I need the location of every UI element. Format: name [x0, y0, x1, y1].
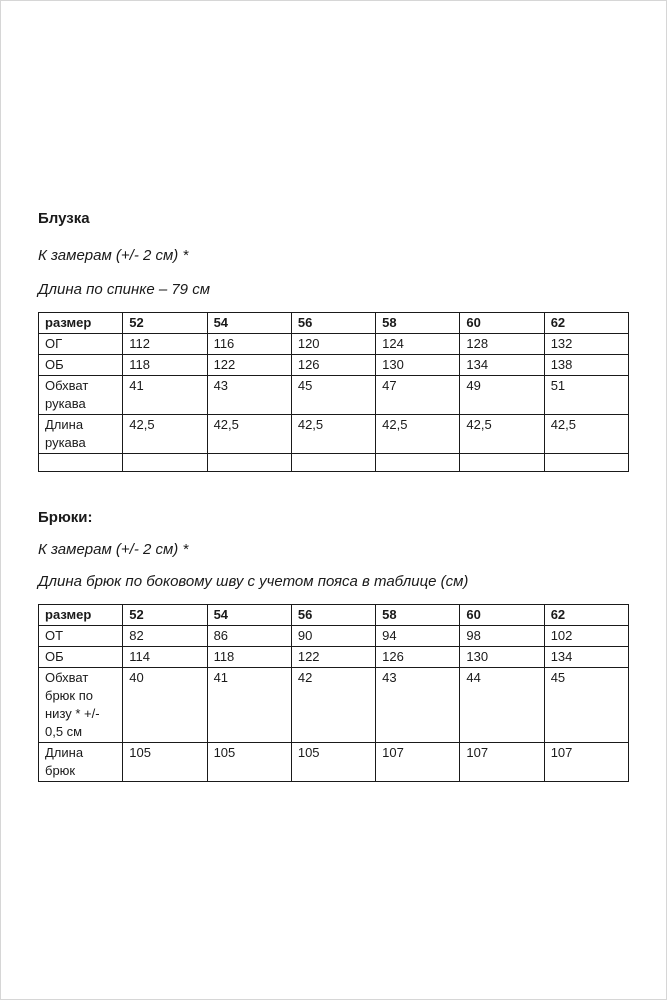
blouse-length-note: Длина по спинке – 79 см: [38, 281, 210, 298]
table-cell: 51: [544, 376, 628, 415]
table-cell: 122: [291, 647, 375, 668]
row-label-cell: ОБ: [39, 647, 123, 668]
table-row: [39, 454, 629, 472]
table-header-row: [39, 313, 629, 334]
table-cell: 47: [376, 376, 460, 415]
table-cell: [376, 454, 460, 472]
blouse-size-table: [38, 312, 629, 472]
table-cell: 134: [460, 355, 544, 376]
table-cell: 41: [123, 376, 207, 415]
trousers-title: Брюки:: [38, 509, 93, 526]
table-cell: 118: [123, 355, 207, 376]
table-header-row: [39, 605, 629, 626]
table-header-cell: 60: [460, 313, 544, 334]
table-cell: 105: [207, 743, 291, 782]
table-cell: 45: [291, 376, 375, 415]
table-header-cell: 62: [544, 605, 628, 626]
table-header-cell: 58: [376, 605, 460, 626]
table-row: [39, 668, 629, 743]
table-cell: [123, 454, 207, 472]
table-cell: 134: [544, 647, 628, 668]
table-cell: [291, 454, 375, 472]
table-header-cell: 54: [207, 313, 291, 334]
table-cell: 43: [376, 668, 460, 743]
table-row: [39, 355, 629, 376]
table-header-cell: 62: [544, 313, 628, 334]
table-cell: 102: [544, 626, 628, 647]
table-cell: 128: [460, 334, 544, 355]
table-cell: 126: [376, 647, 460, 668]
row-label-cell: Длина рукава: [39, 415, 123, 454]
row-label-cell: Обхват брюк по низу * +/- 0,5 см: [39, 668, 123, 743]
blouse-measure-note: К замерам (+/- 2 см) *: [38, 247, 189, 264]
table-row: [39, 743, 629, 782]
table-cell: 114: [123, 647, 207, 668]
table-cell: 42,5: [376, 415, 460, 454]
table-cell: 107: [460, 743, 544, 782]
blouse-title: Блузка: [38, 210, 90, 227]
table-cell: [207, 454, 291, 472]
row-label-cell: [39, 454, 123, 472]
table-row: [39, 647, 629, 668]
table-cell: 130: [460, 647, 544, 668]
table-header-cell: 60: [460, 605, 544, 626]
table-cell: 42,5: [207, 415, 291, 454]
table-cell: 94: [376, 626, 460, 647]
table-header-cell: 52: [123, 605, 207, 626]
trousers-length-note: Длина брюк по боковому шву с учетом пояса в таблице (см): [38, 573, 469, 590]
row-label-cell: ОГ: [39, 334, 123, 355]
table-cell: 105: [123, 743, 207, 782]
table-header-cell: 56: [291, 605, 375, 626]
table-cell: 42,5: [460, 415, 544, 454]
table-cell: 41: [207, 668, 291, 743]
table-row: [39, 334, 629, 355]
table-cell: 107: [376, 743, 460, 782]
table-cell: 43: [207, 376, 291, 415]
table-cell: 112: [123, 334, 207, 355]
trousers-size-table: [38, 604, 629, 782]
table-cell: 86: [207, 626, 291, 647]
row-label-cell: ОБ: [39, 355, 123, 376]
table-cell: 132: [544, 334, 628, 355]
table-cell: 118: [207, 647, 291, 668]
table-cell: 44: [460, 668, 544, 743]
table-cell: 42,5: [544, 415, 628, 454]
table-cell: 122: [207, 355, 291, 376]
table-header-cell: 54: [207, 605, 291, 626]
table-cell: 42,5: [123, 415, 207, 454]
table-cell: 120: [291, 334, 375, 355]
table-cell: 82: [123, 626, 207, 647]
table-cell: 105: [291, 743, 375, 782]
row-label-cell: Длина брюк: [39, 743, 123, 782]
table-cell: 116: [207, 334, 291, 355]
table-header-cell: размер: [39, 605, 123, 626]
table-header-cell: 52: [123, 313, 207, 334]
table-cell: 45: [544, 668, 628, 743]
table-header-cell: 58: [376, 313, 460, 334]
table-cell: 42,5: [291, 415, 375, 454]
table-header-cell: размер: [39, 313, 123, 334]
table-cell: 49: [460, 376, 544, 415]
table-cell: 126: [291, 355, 375, 376]
table-row: [39, 415, 629, 454]
table-cell: 138: [544, 355, 628, 376]
table-cell: 98: [460, 626, 544, 647]
table-cell: 90: [291, 626, 375, 647]
row-label-cell: ОТ: [39, 626, 123, 647]
table-cell: 124: [376, 334, 460, 355]
row-label-cell: Обхват рукава: [39, 376, 123, 415]
table-cell: 40: [123, 668, 207, 743]
table-header-cell: 56: [291, 313, 375, 334]
table-cell: [460, 454, 544, 472]
table-cell: [544, 454, 628, 472]
table-cell: 42: [291, 668, 375, 743]
table-cell: 107: [544, 743, 628, 782]
trousers-measure-note: К замерам (+/- 2 см) *: [38, 541, 189, 558]
table-row: [39, 376, 629, 415]
table-cell: 130: [376, 355, 460, 376]
table-row: [39, 626, 629, 647]
